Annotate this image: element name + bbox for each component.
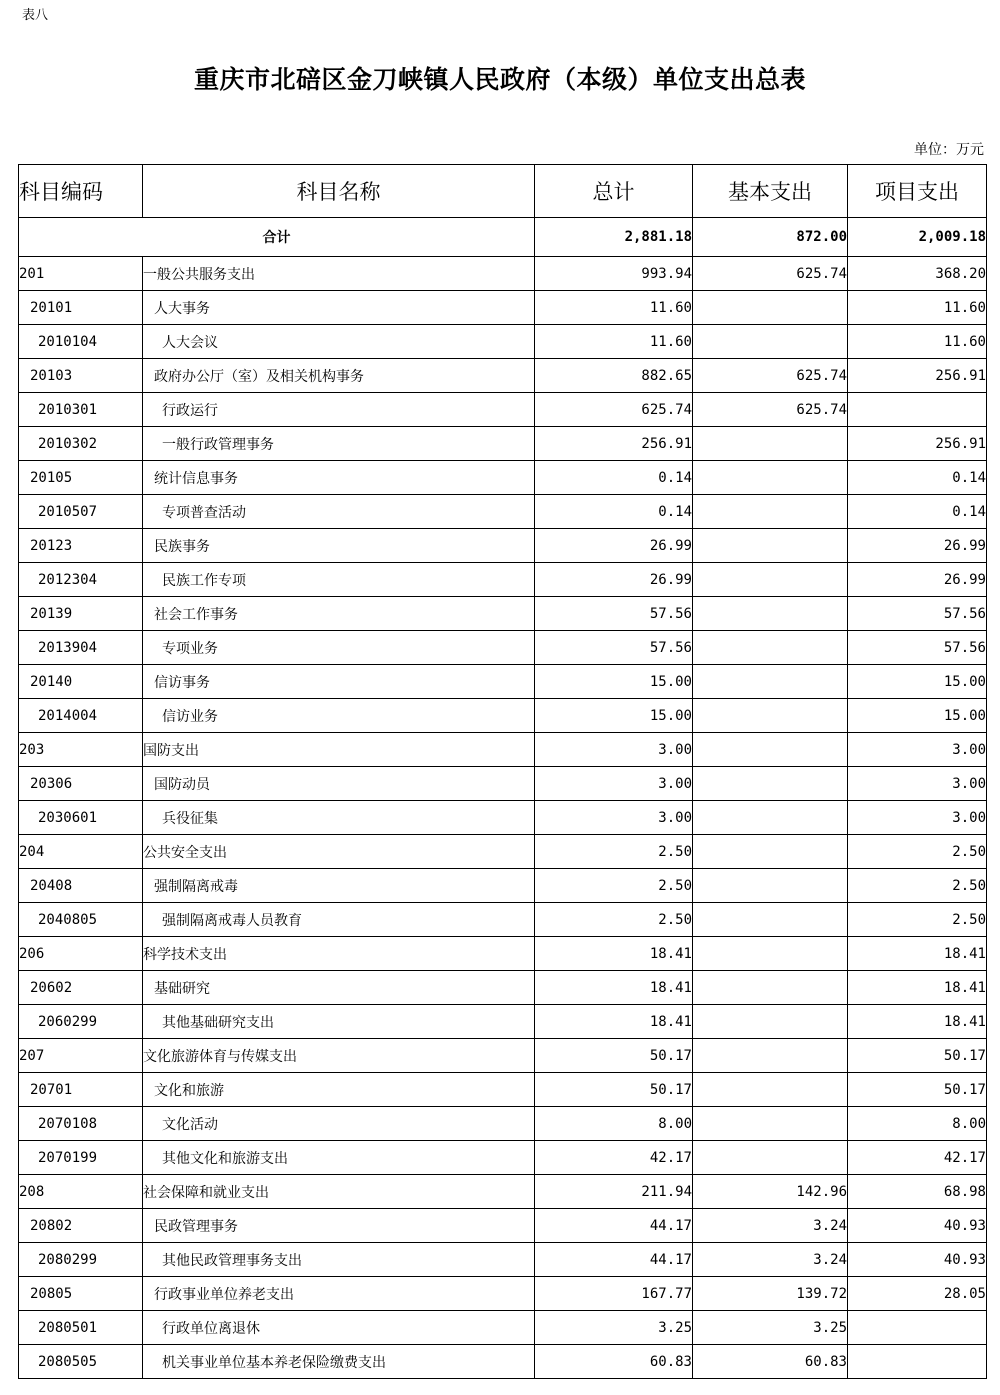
table-row xyxy=(19,971,987,1005)
basic-cell xyxy=(693,971,848,1005)
subject-name-cell: 民族事务 xyxy=(143,529,535,563)
table-row xyxy=(19,1209,987,1243)
project-cell: 18.41 xyxy=(848,1005,987,1039)
total-cell: 2.50 xyxy=(535,835,693,869)
basic-cell: 60.83 xyxy=(693,1345,848,1379)
subject-code-cell: 2070199 xyxy=(19,1141,143,1175)
subject-name-cell: 其他民政管理事务支出 xyxy=(143,1243,535,1277)
subject-code-cell: 203 xyxy=(19,733,143,767)
table-header-row xyxy=(19,165,987,218)
basic-cell xyxy=(693,529,848,563)
table-row xyxy=(19,393,987,427)
project-cell: 11.60 xyxy=(848,291,987,325)
basic-cell xyxy=(693,597,848,631)
total-cell: 167.77 xyxy=(535,1277,693,1311)
basic-cell xyxy=(693,1005,848,1039)
total-cell: 18.41 xyxy=(535,971,693,1005)
table-row xyxy=(19,1243,987,1277)
subject-code-cell: 2010302 xyxy=(19,427,143,461)
header-total: 总计 xyxy=(535,165,693,218)
table-row xyxy=(19,869,987,903)
subject-name-cell: 信访事务 xyxy=(143,665,535,699)
subject-code-cell: 2040805 xyxy=(19,903,143,937)
header-project-expenditure: 项目支出 xyxy=(848,165,987,218)
subject-code-cell: 208 xyxy=(19,1175,143,1209)
basic-cell: 142.96 xyxy=(693,1175,848,1209)
subject-name-cell: 信访业务 xyxy=(143,699,535,733)
total-cell: 15.00 xyxy=(535,665,693,699)
total-cell: 256.91 xyxy=(535,427,693,461)
subject-code-cell: 20701 xyxy=(19,1073,143,1107)
project-cell: 0.14 xyxy=(848,495,987,529)
subject-name-cell: 机关事业单位基本养老保险缴费支出 xyxy=(143,1345,535,1379)
basic-cell xyxy=(693,631,848,665)
project-cell: 8.00 xyxy=(848,1107,987,1141)
table-row xyxy=(19,835,987,869)
subject-name-cell: 社会保障和就业支出 xyxy=(143,1175,535,1209)
subject-name-cell: 公共安全支出 xyxy=(143,835,535,869)
project-cell: 50.17 xyxy=(848,1073,987,1107)
total-cell: 0.14 xyxy=(535,461,693,495)
table-row xyxy=(19,461,987,495)
total-cell: 50.17 xyxy=(535,1039,693,1073)
table-row xyxy=(19,937,987,971)
total-project: 2,009.18 xyxy=(848,218,987,257)
subject-code-cell: 201 xyxy=(19,257,143,291)
basic-cell xyxy=(693,665,848,699)
table-row xyxy=(19,665,987,699)
subject-name-cell: 社会工作事务 xyxy=(143,597,535,631)
subject-name-cell: 行政事业单位养老支出 xyxy=(143,1277,535,1311)
table-row xyxy=(19,325,987,359)
subject-code-cell: 20103 xyxy=(19,359,143,393)
project-cell: 2.50 xyxy=(848,903,987,937)
table-row xyxy=(19,1277,987,1311)
project-cell: 40.93 xyxy=(848,1209,987,1243)
table-row xyxy=(19,427,987,461)
subject-code-cell: 20123 xyxy=(19,529,143,563)
basic-cell xyxy=(693,1073,848,1107)
subject-code-cell: 2070108 xyxy=(19,1107,143,1141)
project-cell: 68.98 xyxy=(848,1175,987,1209)
subject-name-cell: 政府办公厅（室）及相关机构事务 xyxy=(143,359,535,393)
project-cell: 3.00 xyxy=(848,767,987,801)
project-cell xyxy=(848,1311,987,1345)
total-cell: 625.74 xyxy=(535,393,693,427)
table-row xyxy=(19,563,987,597)
subject-code-cell: 20306 xyxy=(19,767,143,801)
basic-cell xyxy=(693,733,848,767)
subject-code-cell: 20139 xyxy=(19,597,143,631)
total-cell: 3.25 xyxy=(535,1311,693,1345)
total-cell: 26.99 xyxy=(535,563,693,597)
subject-name-cell: 人大会议 xyxy=(143,325,535,359)
project-cell: 26.99 xyxy=(848,529,987,563)
subject-name-cell: 其他基础研究支出 xyxy=(143,1005,535,1039)
table-row xyxy=(19,1311,987,1345)
project-cell xyxy=(848,1345,987,1379)
total-cell: 2.50 xyxy=(535,869,693,903)
subject-code-cell: 20602 xyxy=(19,971,143,1005)
basic-cell xyxy=(693,1039,848,1073)
subject-code-cell: 20805 xyxy=(19,1277,143,1311)
total-cell: 60.83 xyxy=(535,1345,693,1379)
basic-cell xyxy=(693,937,848,971)
total-cell: 2.50 xyxy=(535,903,693,937)
subject-code-cell: 20802 xyxy=(19,1209,143,1243)
project-cell: 18.41 xyxy=(848,971,987,1005)
total-cell: 42.17 xyxy=(535,1141,693,1175)
project-cell: 368.20 xyxy=(848,257,987,291)
basic-cell xyxy=(693,767,848,801)
subject-name-cell: 科学技术支出 xyxy=(143,937,535,971)
total-cell: 26.99 xyxy=(535,529,693,563)
subject-name-cell: 兵役征集 xyxy=(143,801,535,835)
table-row xyxy=(19,359,987,393)
project-cell: 50.17 xyxy=(848,1039,987,1073)
total-cell: 15.00 xyxy=(535,699,693,733)
table-row xyxy=(19,1175,987,1209)
project-cell: 15.00 xyxy=(848,699,987,733)
project-cell: 57.56 xyxy=(848,631,987,665)
project-cell: 15.00 xyxy=(848,665,987,699)
unit-label: 单位：万元 xyxy=(914,142,984,158)
basic-cell: 139.72 xyxy=(693,1277,848,1311)
project-cell: 0.14 xyxy=(848,461,987,495)
subject-code-cell: 2014004 xyxy=(19,699,143,733)
total-sum: 2,881.18 xyxy=(535,218,693,257)
subject-name-cell: 强制隔离戒毒人员教育 xyxy=(143,903,535,937)
table-row xyxy=(19,631,987,665)
project-cell: 3.00 xyxy=(848,801,987,835)
project-cell: 57.56 xyxy=(848,597,987,631)
subject-code-cell: 204 xyxy=(19,835,143,869)
total-cell: 11.60 xyxy=(535,325,693,359)
total-cell: 0.14 xyxy=(535,495,693,529)
total-cell: 44.17 xyxy=(535,1243,693,1277)
basic-cell xyxy=(693,1107,848,1141)
project-cell: 18.41 xyxy=(848,937,987,971)
table-row xyxy=(19,1005,987,1039)
basic-cell xyxy=(693,903,848,937)
subject-name-cell: 民族工作专项 xyxy=(143,563,535,597)
subject-name-cell: 文化和旅游 xyxy=(143,1073,535,1107)
project-cell: 42.17 xyxy=(848,1141,987,1175)
subject-code-cell: 20408 xyxy=(19,869,143,903)
basic-cell xyxy=(693,869,848,903)
total-cell: 18.41 xyxy=(535,937,693,971)
subject-code-cell: 2010301 xyxy=(19,393,143,427)
subject-code-cell: 2080501 xyxy=(19,1311,143,1345)
subject-name-cell: 其他文化和旅游支出 xyxy=(143,1141,535,1175)
subject-code-cell: 2010104 xyxy=(19,325,143,359)
total-cell: 3.00 xyxy=(535,733,693,767)
table-row xyxy=(19,1073,987,1107)
table-row xyxy=(19,767,987,801)
subject-code-cell: 2060299 xyxy=(19,1005,143,1039)
project-cell: 26.99 xyxy=(848,563,987,597)
subject-name-cell: 国防支出 xyxy=(143,733,535,767)
subject-name-cell: 文化活动 xyxy=(143,1107,535,1141)
basic-cell: 625.74 xyxy=(693,257,848,291)
project-cell: 2.50 xyxy=(848,869,987,903)
subject-name-cell: 一般行政管理事务 xyxy=(143,427,535,461)
total-basic: 872.00 xyxy=(693,218,848,257)
total-cell: 882.65 xyxy=(535,359,693,393)
table-row xyxy=(19,801,987,835)
subject-code-cell: 2013904 xyxy=(19,631,143,665)
total-cell: 18.41 xyxy=(535,1005,693,1039)
basic-cell: 3.24 xyxy=(693,1209,848,1243)
total-cell: 44.17 xyxy=(535,1209,693,1243)
basic-cell xyxy=(693,835,848,869)
total-cell: 3.00 xyxy=(535,767,693,801)
header-basic-expenditure: 基本支出 xyxy=(693,165,848,218)
total-cell: 50.17 xyxy=(535,1073,693,1107)
project-cell: 2.50 xyxy=(848,835,987,869)
subject-code-cell: 206 xyxy=(19,937,143,971)
subject-code-cell: 2080299 xyxy=(19,1243,143,1277)
subject-name-cell: 民政管理事务 xyxy=(143,1209,535,1243)
basic-cell: 3.24 xyxy=(693,1243,848,1277)
table-row xyxy=(19,495,987,529)
project-cell: 28.05 xyxy=(848,1277,987,1311)
table-row xyxy=(19,1345,987,1379)
table-number-label: 表八 xyxy=(22,8,49,23)
total-cell: 57.56 xyxy=(535,597,693,631)
subject-code-cell: 2030601 xyxy=(19,801,143,835)
basic-cell: 625.74 xyxy=(693,393,848,427)
total-cell: 3.00 xyxy=(535,801,693,835)
table-row xyxy=(19,1107,987,1141)
subject-name-cell: 基础研究 xyxy=(143,971,535,1005)
subject-name-cell: 统计信息事务 xyxy=(143,461,535,495)
subject-code-cell: 2012304 xyxy=(19,563,143,597)
subject-name-cell: 行政运行 xyxy=(143,393,535,427)
basic-cell: 3.25 xyxy=(693,1311,848,1345)
subject-name-cell: 文化旅游体育与传媒支出 xyxy=(143,1039,535,1073)
project-cell: 256.91 xyxy=(848,359,987,393)
total-cell: 211.94 xyxy=(535,1175,693,1209)
basic-cell xyxy=(693,1141,848,1175)
basic-cell xyxy=(693,495,848,529)
subject-name-cell: 专项业务 xyxy=(143,631,535,665)
subject-code-cell: 20140 xyxy=(19,665,143,699)
total-label: 合计 xyxy=(19,218,535,257)
subject-code-cell: 2010507 xyxy=(19,495,143,529)
table-row xyxy=(19,1141,987,1175)
table-row xyxy=(19,529,987,563)
project-cell: 256.91 xyxy=(848,427,987,461)
subject-code-cell: 207 xyxy=(19,1039,143,1073)
table-row xyxy=(19,903,987,937)
table-row xyxy=(19,1039,987,1073)
page-title: 重庆市北碚区金刀峡镇人民政府（本级）单位支出总表 xyxy=(193,65,806,94)
total-cell: 57.56 xyxy=(535,631,693,665)
table-body xyxy=(19,257,987,1379)
project-cell: 40.93 xyxy=(848,1243,987,1277)
total-cell: 11.60 xyxy=(535,291,693,325)
project-cell: 3.00 xyxy=(848,733,987,767)
total-cell: 8.00 xyxy=(535,1107,693,1141)
subject-code-cell: 20105 xyxy=(19,461,143,495)
table-row xyxy=(19,597,987,631)
subject-name-cell: 一般公共服务支出 xyxy=(143,257,535,291)
subject-code-cell: 20101 xyxy=(19,291,143,325)
total-cell: 993.94 xyxy=(535,257,693,291)
basic-cell: 625.74 xyxy=(693,359,848,393)
subject-code-cell: 2080505 xyxy=(19,1345,143,1379)
basic-cell xyxy=(693,461,848,495)
subject-name-cell: 行政单位离退休 xyxy=(143,1311,535,1345)
basic-cell xyxy=(693,427,848,461)
table-row xyxy=(19,699,987,733)
total-row xyxy=(19,218,987,257)
table-row xyxy=(19,733,987,767)
header-subject-name: 科目名称 xyxy=(143,165,535,218)
table-row xyxy=(19,291,987,325)
subject-name-cell: 强制隔离戒毒 xyxy=(143,869,535,903)
project-cell: 11.60 xyxy=(848,325,987,359)
header-subject-code: 科目编码 xyxy=(19,165,143,218)
basic-cell xyxy=(693,291,848,325)
project-cell xyxy=(848,393,987,427)
basic-cell xyxy=(693,801,848,835)
expenditure-table xyxy=(18,164,987,1379)
basic-cell xyxy=(693,325,848,359)
subject-name-cell: 国防动员 xyxy=(143,767,535,801)
basic-cell xyxy=(693,699,848,733)
table-row xyxy=(19,257,987,291)
subject-name-cell: 专项普查活动 xyxy=(143,495,535,529)
subject-name-cell: 人大事务 xyxy=(143,291,535,325)
basic-cell xyxy=(693,563,848,597)
